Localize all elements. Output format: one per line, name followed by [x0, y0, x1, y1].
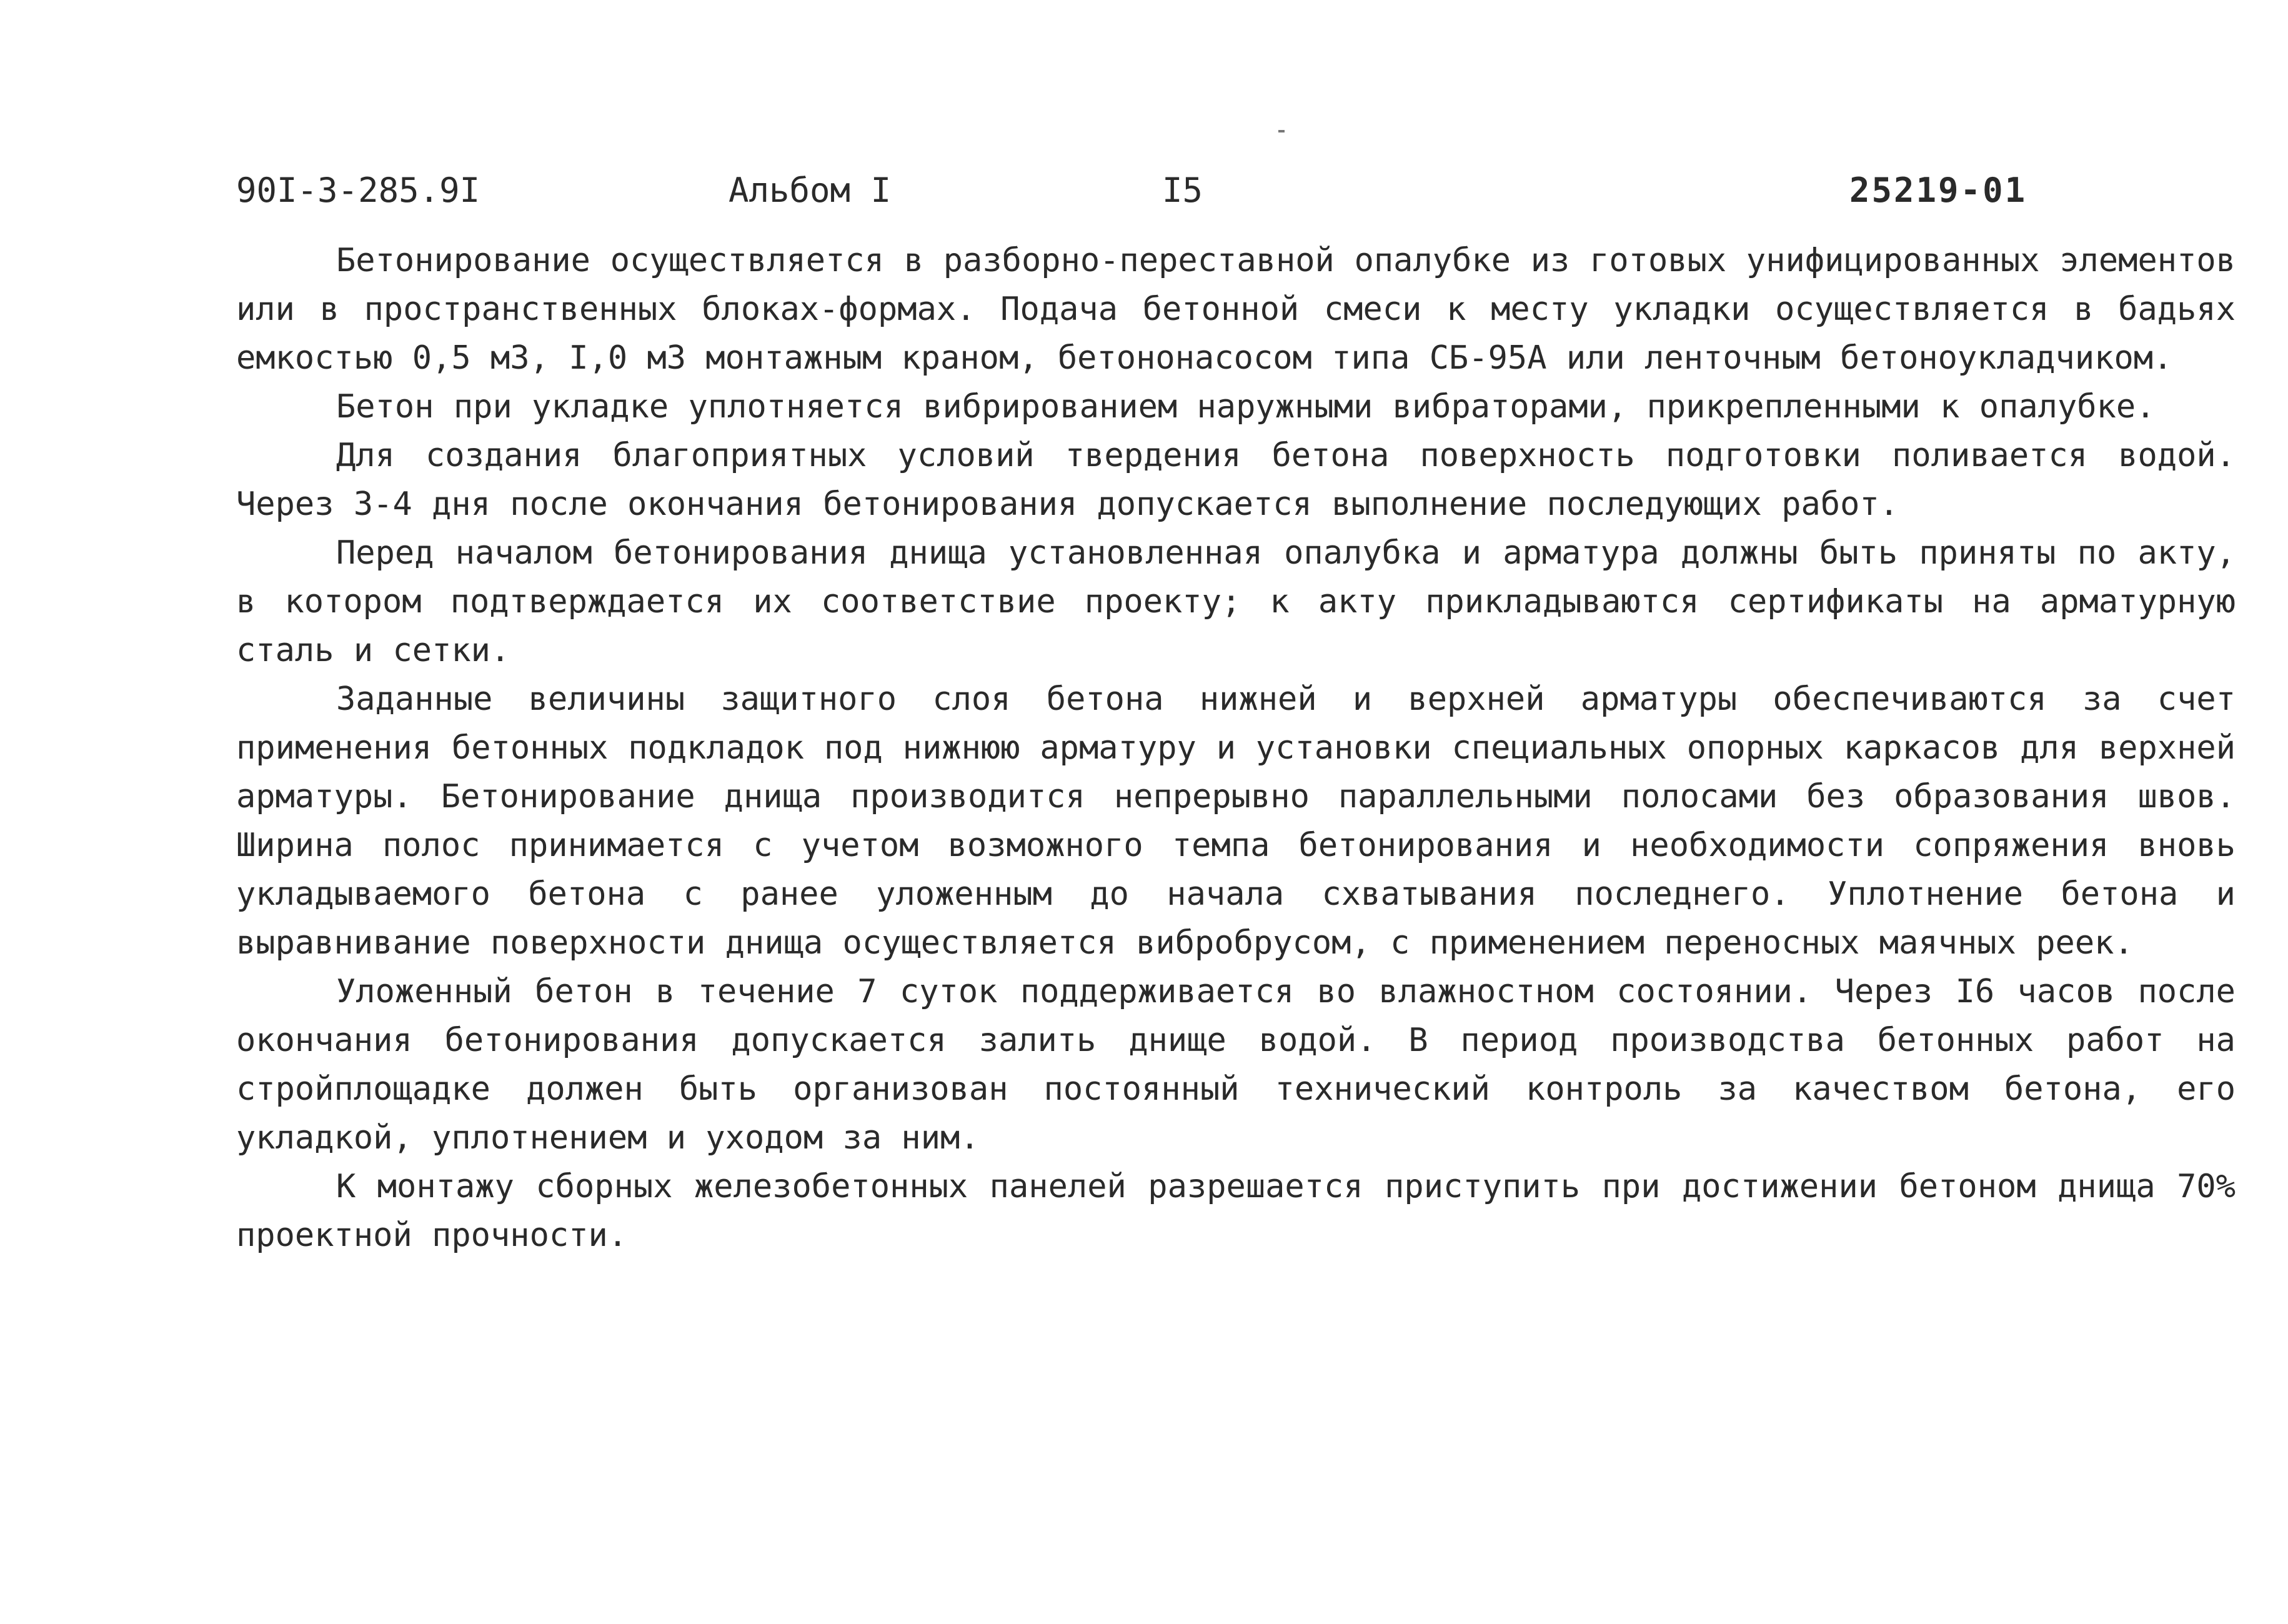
paragraph-curing-conditions: Для создания благоприятных условий твердения бетона поверхность подготовки поливается водой. Через 3-4 дня после окончания бетонирования допускается выполнение последующих работ.	[236, 437, 2236, 523]
paragraph-vibration: Бетон при укладке уплотняется вибрированием наружными вибраторами, прикрепленными к опалубке.	[336, 388, 2156, 426]
paragraph-humidity-control: Уложенный бетон в течение 7 суток поддерживается во влажностном состоянии. Через I6 часов после окончания бетонирования допускается залить днище водой. В период производства бетонных работ на стройплощадке должен быть организован постоянный технический контроль за качеством бетона, его укладкой, уплотнением и уходом за ним.	[236, 973, 2236, 1157]
page-number: I5	[1162, 171, 1203, 210]
document-body	[236, 236, 2236, 1260]
document-code: 90I-3-285.9I	[236, 171, 480, 210]
paragraph-protective-layer: Заданные величины защитного слоя бетона нижней и верхней арматуры обеспечиваются за счет применения бетонных подкладок под нижнюю арматуру и установки специальных опорных каркасов для верхней арматуры. Бетонирование днища производится непрерывно параллельными полосами без образования швов. Ширина полос принимается с учетом возможного темпа бетонирования и необходимости сопряжения вновь укладываемого бетона с ранее уложенным до начала схватывания последнего. Уплотнение бетона и выравнивание поверхности днища осуществляется вибробрусом, с применением переносных маячных реек.	[236, 680, 2236, 962]
scan-mark	[1278, 130, 1285, 132]
paragraph-concreting-method: Бетонирование осуществляется в разборно-переставной опалубке из готовых унифицированных элементов или в пространственных блоках-формах. Подача бетонной смеси к месту укладки осуществляется в бадьях емкостью 0,5 м3, I,0 м3 монтажным краном, бетононасосом типа СБ-95А или ленточным бетоноукладчиком.	[236, 242, 2236, 377]
paragraph-panel-installation: К монтажу сборных железобетонных панелей разрешается приступить при достижении бетоном днища 70% проектной прочности.	[236, 1168, 2236, 1254]
album-label: Альбом I	[729, 171, 892, 210]
inventory-stamp: 25219-01	[1849, 171, 2027, 210]
paragraph-acceptance-act: Перед началом бетонирования днища установленная опалубка и арматура должны быть приняты по акту, в котором подтверждается их соответствие проекту; к акту прикладываются сертификаты на арматурную сталь и сетки.	[236, 534, 2236, 669]
